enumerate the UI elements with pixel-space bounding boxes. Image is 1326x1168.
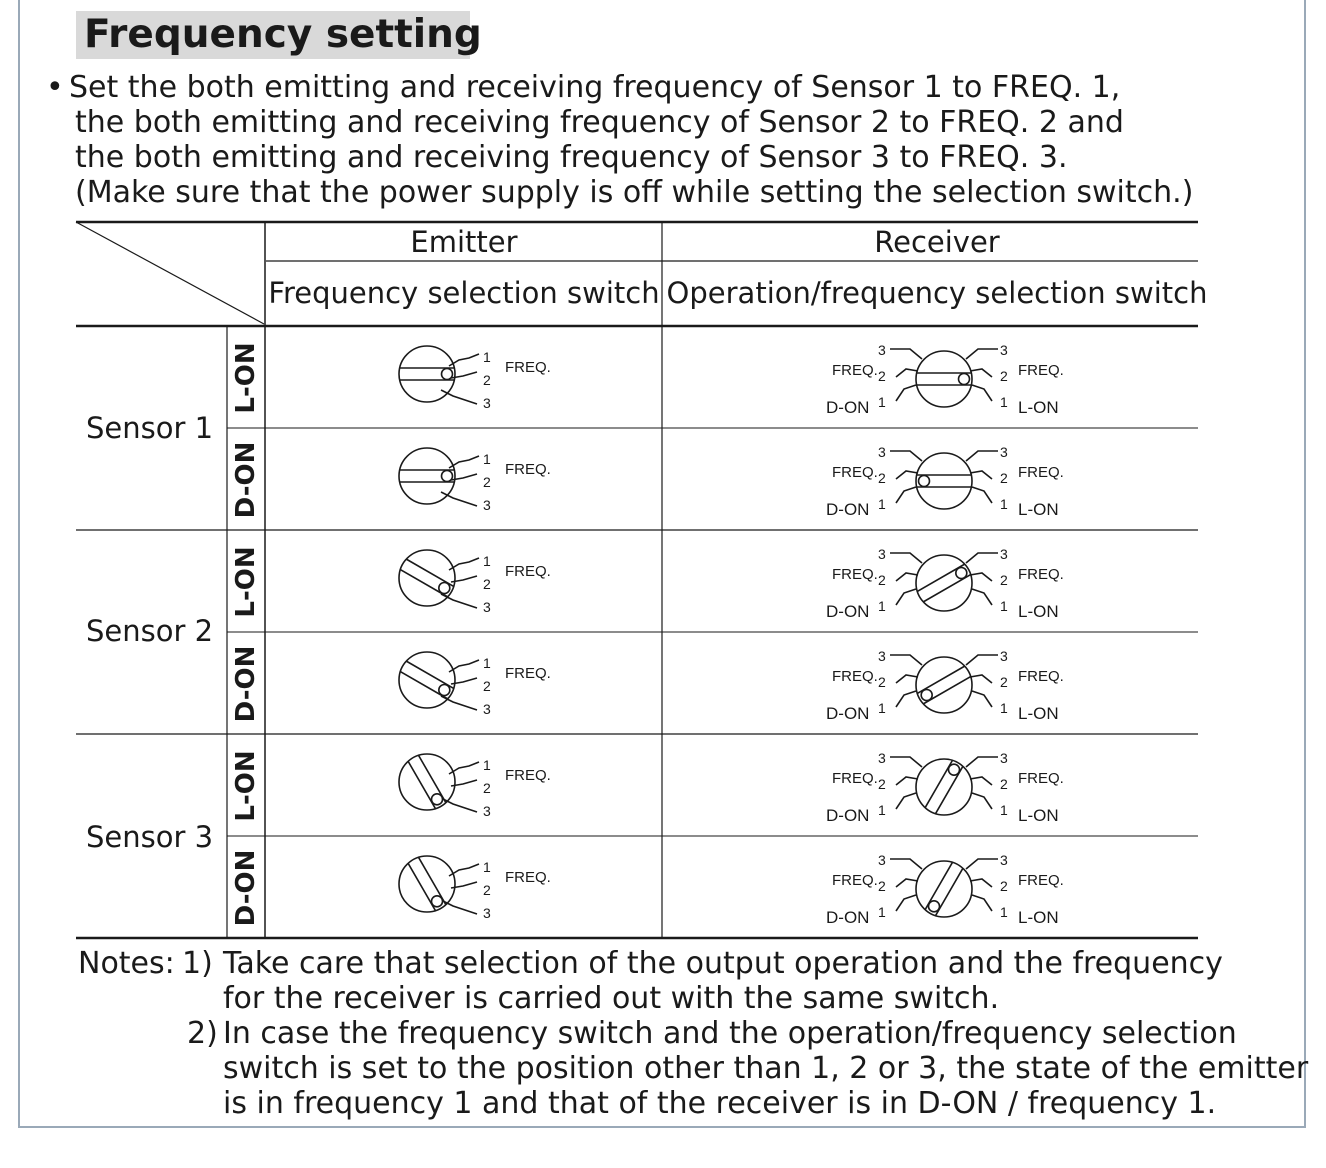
receiver-indicator-icon	[929, 901, 940, 912]
receiver-indicator-icon	[919, 476, 930, 487]
receiver-left-pos-3: 3	[878, 852, 886, 868]
receiver-left-pos-2: 2	[878, 776, 886, 792]
receiver-freq-right-label: FREQ.	[1018, 668, 1064, 685]
receiver-left-pos-3: 3	[878, 546, 886, 562]
receiver-right-pos-1: 1	[1000, 802, 1008, 818]
note-2-line-1: In case the frequency switch and the operation/frequency selection	[223, 1016, 1237, 1051]
emitter-leader-line	[441, 900, 477, 914]
receiver-lon-label: L-ON	[1018, 908, 1059, 927]
receiver-leader-line	[966, 451, 998, 461]
receiver-leader-line	[966, 655, 998, 665]
receiver-leader-line	[896, 675, 918, 683]
emitter-pos-2-label: 2	[483, 474, 491, 490]
receiver-left-pos-2: 2	[878, 470, 886, 486]
emitter-dial-icon	[399, 754, 455, 810]
bullet: •	[46, 70, 64, 105]
receiver-left-pos-3: 3	[878, 750, 886, 766]
emitter-dial-icon	[399, 856, 455, 912]
emitter-pos-2-label: 2	[483, 372, 491, 388]
receiver-dial-icon	[916, 861, 972, 917]
receiver-don-label: D-ON	[826, 908, 870, 927]
emitter-freq-label: FREQ.	[505, 563, 551, 580]
receiver-right-pos-3: 3	[1000, 546, 1008, 562]
emitter-pos-2-label: 2	[483, 576, 491, 592]
receiver-leader-line	[890, 757, 922, 767]
section-title: Frequency setting	[76, 11, 470, 59]
receiver-leader-line	[896, 589, 916, 605]
emitter-dial-icon	[399, 652, 455, 708]
receiver-dial-icon	[916, 759, 972, 815]
receiver-left-pos-1: 1	[878, 700, 886, 716]
emitter-pos-3-label: 3	[483, 905, 491, 921]
receiver-left-pos-2: 2	[878, 572, 886, 588]
receiver-leader-line	[896, 793, 916, 809]
receiver-left-pos-1: 1	[878, 598, 886, 614]
receiver-right-pos-3: 3	[1000, 750, 1008, 766]
emitter-pos-3-label: 3	[483, 701, 491, 717]
receiver-leader-line	[970, 777, 992, 785]
receiver-subheader: Operation/frequency selection switch	[666, 276, 1208, 310]
emitter-indicator-icon	[439, 685, 450, 696]
emitter-pos-1-label: 1	[483, 757, 491, 773]
receiver-left-pos-1: 1	[878, 802, 886, 818]
receiver-right-pos-1: 1	[1000, 598, 1008, 614]
receiver-indicator-icon	[949, 764, 960, 775]
receiver-leader-line	[972, 895, 992, 911]
emitter-indicator-icon	[439, 583, 450, 594]
emitter-dial-icon	[399, 550, 455, 606]
receiver-freq-left-label: FREQ.	[832, 566, 878, 583]
receiver-freq-left-label: FREQ.	[832, 464, 878, 481]
note-1-line-1: Take care that selection of the output operation and the frequency	[223, 946, 1223, 981]
receiver-don-label: D-ON	[826, 602, 870, 621]
receiver-leader-line	[966, 859, 998, 869]
mode-label: L-ON	[231, 546, 261, 618]
receiver-right-pos-2: 2	[1000, 470, 1008, 486]
receiver-leader-line	[896, 487, 916, 503]
receiver-right-pos-3: 3	[1000, 444, 1008, 460]
receiver-leader-line	[970, 675, 992, 683]
receiver-leader-line	[890, 655, 922, 665]
receiver-freq-right-label: FREQ.	[1018, 566, 1064, 583]
receiver-freq-left-label: FREQ.	[832, 872, 878, 889]
receiver-leader-line	[890, 859, 922, 869]
receiver-freq-right-label: FREQ.	[1018, 464, 1064, 481]
emitter-pos-1-label: 1	[483, 553, 491, 569]
receiver-leader-line	[896, 691, 916, 707]
receiver-leader-line	[896, 369, 918, 377]
emitter-pos-1-label: 1	[483, 859, 491, 875]
emitter-pos-1-label: 1	[483, 655, 491, 671]
receiver-leader-line	[890, 451, 922, 461]
emitter-pos-2-label: 2	[483, 780, 491, 796]
receiver-freq-left-label: FREQ.	[832, 362, 878, 379]
emitter-pos-3-label: 3	[483, 599, 491, 615]
receiver-left-pos-2: 2	[878, 674, 886, 690]
receiver-leader-line	[970, 471, 992, 479]
receiver-leader-line	[972, 487, 992, 503]
emitter-freq-label: FREQ.	[505, 359, 551, 376]
receiver-left-pos-2: 2	[878, 368, 886, 384]
receiver-leader-line	[970, 573, 992, 581]
receiver-leader-line	[890, 553, 922, 563]
receiver-left-pos-1: 1	[878, 394, 886, 410]
emitter-freq-label: FREQ.	[505, 665, 551, 682]
sensor-3-label: Sensor 3	[86, 820, 214, 854]
receiver-leader-line	[972, 385, 992, 401]
receiver-right-pos-1: 1	[1000, 496, 1008, 512]
receiver-lon-label: L-ON	[1018, 602, 1059, 621]
emitter-pos-1-label: 1	[483, 451, 491, 467]
receiver-leader-line	[966, 757, 998, 767]
mode-label: D-ON	[231, 645, 261, 723]
mode-label: D-ON	[231, 441, 261, 519]
emitter-freq-label: FREQ.	[505, 461, 551, 478]
emitter-indicator-icon	[432, 794, 443, 805]
receiver-leader-line	[896, 385, 916, 401]
receiver-indicator-icon	[959, 374, 970, 385]
receiver-left-pos-3: 3	[878, 648, 886, 664]
receiver-leader-line	[972, 589, 992, 605]
receiver-freq-right-label: FREQ.	[1018, 770, 1064, 787]
receiver-freq-right-label: FREQ.	[1018, 362, 1064, 379]
note-2-number: 2)	[187, 1016, 218, 1051]
receiver-don-label: D-ON	[826, 806, 870, 825]
receiver-right-pos-3: 3	[1000, 648, 1008, 664]
receiver-dial-icon	[916, 657, 972, 713]
receiver-lon-label: L-ON	[1018, 398, 1059, 417]
emitter-pos-2-label: 2	[483, 882, 491, 898]
intro-line-2: the both emitting and receiving frequency of Sensor 2 to FREQ. 2 and	[75, 105, 1124, 140]
receiver-freq-right-label: FREQ.	[1018, 872, 1064, 889]
mode-label: L-ON	[231, 750, 261, 822]
receiver-right-pos-2: 2	[1000, 878, 1008, 894]
emitter-freq-label: FREQ.	[505, 767, 551, 784]
receiver-lon-label: L-ON	[1018, 500, 1059, 519]
emitter-pos-1-label: 1	[483, 349, 491, 365]
receiver-right-pos-1: 1	[1000, 904, 1008, 920]
sensor-1-label: Sensor 1	[86, 411, 214, 445]
note-1-line-2: for the receiver is carried out with the same switch.	[223, 981, 1000, 1016]
emitter-subheader: Frequency selection switch	[268, 276, 660, 310]
emitter-pos-3-label: 3	[483, 497, 491, 513]
note-1-number: 1)	[182, 946, 213, 981]
receiver-leader-line	[896, 879, 918, 887]
emitter-indicator-icon	[442, 471, 453, 482]
receiver-don-label: D-ON	[826, 398, 870, 417]
receiver-indicator-icon	[921, 690, 932, 701]
emitter-indicator-icon	[432, 896, 443, 907]
receiver-leader-line	[970, 369, 992, 377]
receiver-right-pos-2: 2	[1000, 572, 1008, 588]
mode-label: D-ON	[231, 849, 261, 927]
emitter-freq-label: FREQ.	[505, 869, 551, 886]
receiver-right-pos-1: 1	[1000, 394, 1008, 410]
note-2-line-2: switch is set to the position other than 1, 2 or 3, the state of the emitter	[223, 1051, 1309, 1086]
receiver-left-pos-1: 1	[878, 496, 886, 512]
receiver-leader-line	[896, 895, 916, 911]
intro-line-1: Set the both emitting and receiving frequency of Sensor 1 to FREQ. 1,	[69, 70, 1121, 105]
emitter-header: Emitter	[410, 225, 518, 259]
intro-line-3: the both emitting and receiving frequency of Sensor 3 to FREQ. 3.	[75, 140, 1068, 175]
receiver-don-label: D-ON	[826, 500, 870, 519]
receiver-right-pos-2: 2	[1000, 674, 1008, 690]
receiver-leader-line	[972, 691, 992, 707]
emitter-indicator-icon	[442, 369, 453, 380]
emitter-leader-line	[441, 492, 477, 506]
sensor-2-label: Sensor 2	[86, 614, 214, 648]
receiver-left-pos-3: 3	[878, 444, 886, 460]
receiver-leader-line	[896, 471, 918, 479]
receiver-lon-label: L-ON	[1018, 704, 1059, 723]
receiver-leader-line	[896, 777, 918, 785]
receiver-dial-icon	[916, 555, 972, 611]
intro-line-4: (Make sure that the power supply is off while setting the selection switch.)	[75, 175, 1194, 210]
receiver-right-pos-3: 3	[1000, 852, 1008, 868]
receiver-leader-line	[890, 349, 922, 359]
receiver-indicator-icon	[956, 568, 967, 579]
receiver-right-pos-2: 2	[1000, 776, 1008, 792]
emitter-leader-line	[441, 798, 477, 812]
receiver-leader-line	[966, 553, 998, 563]
receiver-leader-line	[972, 793, 992, 809]
receiver-lon-label: L-ON	[1018, 806, 1059, 825]
emitter-pos-3-label: 3	[483, 803, 491, 819]
receiver-freq-left-label: FREQ.	[832, 770, 878, 787]
note-2-line-3: is in frequency 1 and that of the receiver is in D-ON / frequency 1.	[223, 1086, 1217, 1121]
emitter-pos-2-label: 2	[483, 678, 491, 694]
receiver-leader-line	[896, 573, 918, 581]
emitter-leader-line	[441, 390, 477, 404]
receiver-right-pos-2: 2	[1000, 368, 1008, 384]
emitter-pos-3-label: 3	[483, 395, 491, 411]
receiver-don-label: D-ON	[826, 704, 870, 723]
receiver-leader-line	[970, 879, 992, 887]
receiver-left-pos-2: 2	[878, 878, 886, 894]
receiver-leader-line	[966, 349, 998, 359]
receiver-right-pos-1: 1	[1000, 700, 1008, 716]
receiver-right-pos-3: 3	[1000, 342, 1008, 358]
receiver-left-pos-1: 1	[878, 904, 886, 920]
mode-label: L-ON	[231, 342, 261, 414]
notes-label: Notes:	[78, 946, 175, 981]
receiver-freq-left-label: FREQ.	[832, 668, 878, 685]
receiver-header: Receiver	[874, 225, 1000, 259]
receiver-left-pos-3: 3	[878, 342, 886, 358]
